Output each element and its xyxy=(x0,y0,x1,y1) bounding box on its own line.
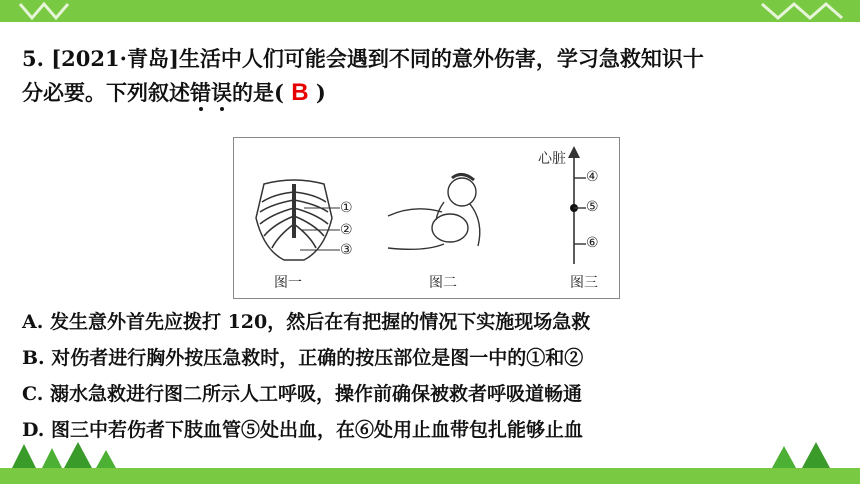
answer-options xyxy=(22,304,852,448)
caption-fig2: 图二 xyxy=(429,275,457,291)
option-d: D. 图三中若伤者下肢血管⑤处出血，在⑥处用止血带包扎能够止血 xyxy=(22,419,584,441)
marker-1: ① xyxy=(340,200,353,216)
leaf-decoration-icon xyxy=(18,0,78,22)
marker-3: ③ xyxy=(340,242,353,258)
ribcage-illustration xyxy=(244,178,344,264)
caption-fig3: 图三 xyxy=(570,275,598,291)
caption-fig1: 图一 xyxy=(274,275,302,291)
option-c: C. 溺水急救进行图二所示人工呼吸，操作前确保被救者呼吸道畅通 xyxy=(22,383,583,405)
marker-5: ⑤ xyxy=(586,199,599,215)
question-line-1 xyxy=(22,42,842,76)
question-stem xyxy=(22,42,842,110)
marker-6: ⑥ xyxy=(586,235,599,251)
bottom-green-band xyxy=(0,468,860,484)
marker-4: ④ xyxy=(586,169,599,185)
rescue-breathing-illustration xyxy=(384,168,494,268)
answer-mark: B xyxy=(291,79,309,106)
question-line-2 xyxy=(22,76,842,110)
top-green-band xyxy=(0,0,860,22)
emphasis-char: 误 xyxy=(211,80,232,105)
heart-label: 心脏 xyxy=(538,151,566,167)
option-a: A. 发生意外首先应拨打 120，然后在有把握的情况下实施现场急救 xyxy=(22,311,591,333)
question-text-end: 的是( xyxy=(232,80,284,105)
figure-panel xyxy=(233,137,620,299)
option-b: B. 对伤者进行胸外按压急救时，正确的按压部位是图一中的①和② xyxy=(22,347,584,369)
question-number: 5. xyxy=(22,46,44,71)
question-text: 生活中人们可能会遇到不同的意外伤害，学习急救知识十 xyxy=(178,46,704,71)
question-source: [2021·青岛] xyxy=(51,46,179,71)
marker-2: ② xyxy=(340,222,353,238)
leaf-decoration-icon xyxy=(760,0,850,22)
emphasis-char: 错 xyxy=(190,80,211,105)
close-paren: ) xyxy=(315,80,326,105)
question-text-cont: 分必要。下列叙述 xyxy=(22,80,190,105)
